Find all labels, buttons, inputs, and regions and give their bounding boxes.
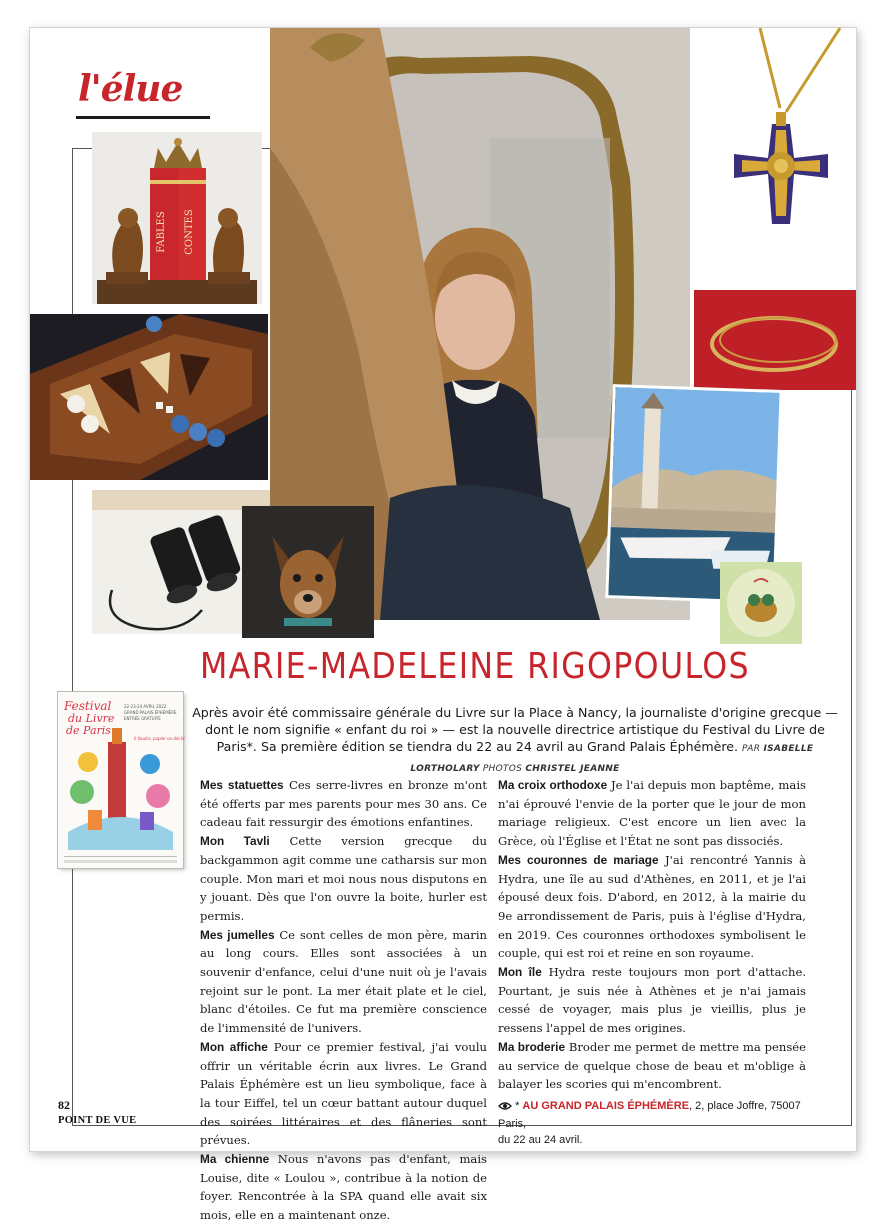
bookends-photo [92,132,262,304]
byline-photos-prefix: PHOTOS [482,764,523,774]
festival-poster [58,692,186,868]
entry-affiche [200,1038,487,1150]
poster-venue: GRAND PALAIS ÉPHÉMÈRE [124,710,177,715]
entry-statuettes [200,776,487,832]
entry-text: Pour ce premier festival, j'ai voulu offrir un véritable écrin aux livres. Le Grand Palais Éphémère est un lieu symbolique, face à la tour Eiffel, tel un cœur battant autour duquel des soirées littéraires et des flâneries sont prévues. [200,1039,487,1148]
magazine-name: POINT DE VUE [58,1115,137,1126]
magazine-page [30,28,856,1223]
entry-lead: Ma croix orthodoxe [498,778,608,792]
entry-text: Je l'ai depuis mon baptême, mais n'ai éprouvé l'envie de la porter que le jour de mon mariage religieux. C'est encore un lien avec la Grèce, où l'Église et l'État ne sont pas dissociés. [498,778,806,849]
entry-tavli [200,832,487,926]
section-label: l'élue [78,68,183,110]
intro-text: Après avoir été commissaire générale du Livre sur la Place à Nancy, la journaliste d'origine grecque — dont le nom signifie « enfant du roi » — est la nouvelle directrice artistique du Festival du Livre de Paris*. Sa première édition se tiendra du 22 au 24 avril au Grand Palais Éphémère. [192,705,838,754]
byline-author: ISABELLE LORTHOLARY [410,744,814,774]
entry-croix [498,776,806,851]
entry-text: Ces serre-livres en bronze m'ont été offerts par mes parents pour mes 30 ans. Ce cadeau fait ressurgir des émotions enfantines. [200,778,487,830]
entry-jumelles [200,926,487,1038]
eye-icon [498,1100,512,1116]
poster-title-line1: Festival [64,699,112,713]
poster-dates: 22-23-24 AVRIL 2022 [124,704,167,709]
byline-photographer: CHRISTEL JEANNE [525,764,620,774]
entry-chienne [200,1150,487,1225]
page-number: 82 [58,1098,70,1112]
entry-text: Broder me permet de mettre ma pensée au service de quelque chose de beau et m'oblige à balayer les scories qui m'encombrent. [498,1039,806,1092]
entry-lead: Mes couronnes de mariage [498,852,659,867]
book-spine-fables: FABLES [156,211,167,253]
poster-entry: ENTRÉE GRATUITE [124,716,161,721]
book-spine-contes: CONTES [184,209,195,255]
intro-paragraph [190,704,840,778]
poster-tagline: Il faudra, papier ou déclic [134,736,186,741]
practical-address: , 2, place Joffre, 75007 Paris, [498,1099,801,1130]
entry-lead: Mon Tavli [200,834,270,849]
headline: MARIE-MADELEINE RIGOPOULOS [200,646,750,687]
entry-lead: Ma chienne [200,1152,270,1167]
dog-photo [242,506,374,638]
article-column-left [200,776,487,1225]
entry-text: Ce sont celles de mon père, marin au long cours. Elles sont associées à un souvenir d'enfance, celui d'une nuit où je l'avais rejoint sur le pont. La mer était plate et le ciel, blanc d'étoiles. Ce fut ma première conscience de l'immensité de l'univers. [200,927,488,1036]
entry-broderie [498,1038,806,1094]
article-column-right [498,776,806,1148]
byline-prefix: PAR [742,744,761,754]
practical-dates: du 22 au 24 avril. [498,1133,583,1146]
poster-title-line2: du Livre [68,712,115,725]
wedding-crowns-photo [694,290,856,390]
entry-text: J'ai rencontré Yannis à Hydra, une île au sud d'Athènes, en 2011, et je l'ai épousé deux fois. D'abord, en 2012, à la mairie du 9e arrondissement de Paris, puis à l'église d'Hydra, en 2019. Ces couronnes orthodoxes symbolisent le couple, qui est roi et reine en son royaume. [498,852,806,961]
section-rule [76,116,210,119]
entry-text: Cette version grecque du backgammon agit comme une catharsis sur mon couple. Mon mari et moi nous nous disputons en y jouant. Dès que l'on ouvre la boite, hurler est permis. [200,834,488,923]
entry-text: Nous n'avons pas d'enfant, mais Louise, dite « Loulou », contribue à la notion de foyer. Rencontrée à la SPA quand elle avait six mois, elle en a maintenant onze. [200,1152,488,1223]
entry-lead: Mon île [498,965,542,980]
practical-info [498,1098,806,1148]
entry-couronnes [498,851,806,963]
entry-ile [498,963,806,1038]
cross-pendant-photo [690,28,856,290]
entry-lead: Mes jumelles [200,927,275,942]
entry-lead: Mon affiche [200,1039,268,1054]
entry-text: Hydra reste toujours mon port d'attache. Pourtant, je suis née à Athènes et je n'ai jamais cessé de voyager, mais plus je vieillis, plus je ressens l'appel de mes origines. [498,965,807,1036]
entry-lead: Ma broderie [498,1039,565,1054]
entry-lead: Mes statuettes [200,778,284,792]
backgammon-photo [30,314,268,480]
practical-venue: AU GRAND PALAIS ÉPHÉMÈRE [522,1099,690,1112]
poster-title-line3: de Paris [66,724,111,737]
embroidery-photo [720,562,802,644]
practical-marker: * [515,1099,520,1112]
